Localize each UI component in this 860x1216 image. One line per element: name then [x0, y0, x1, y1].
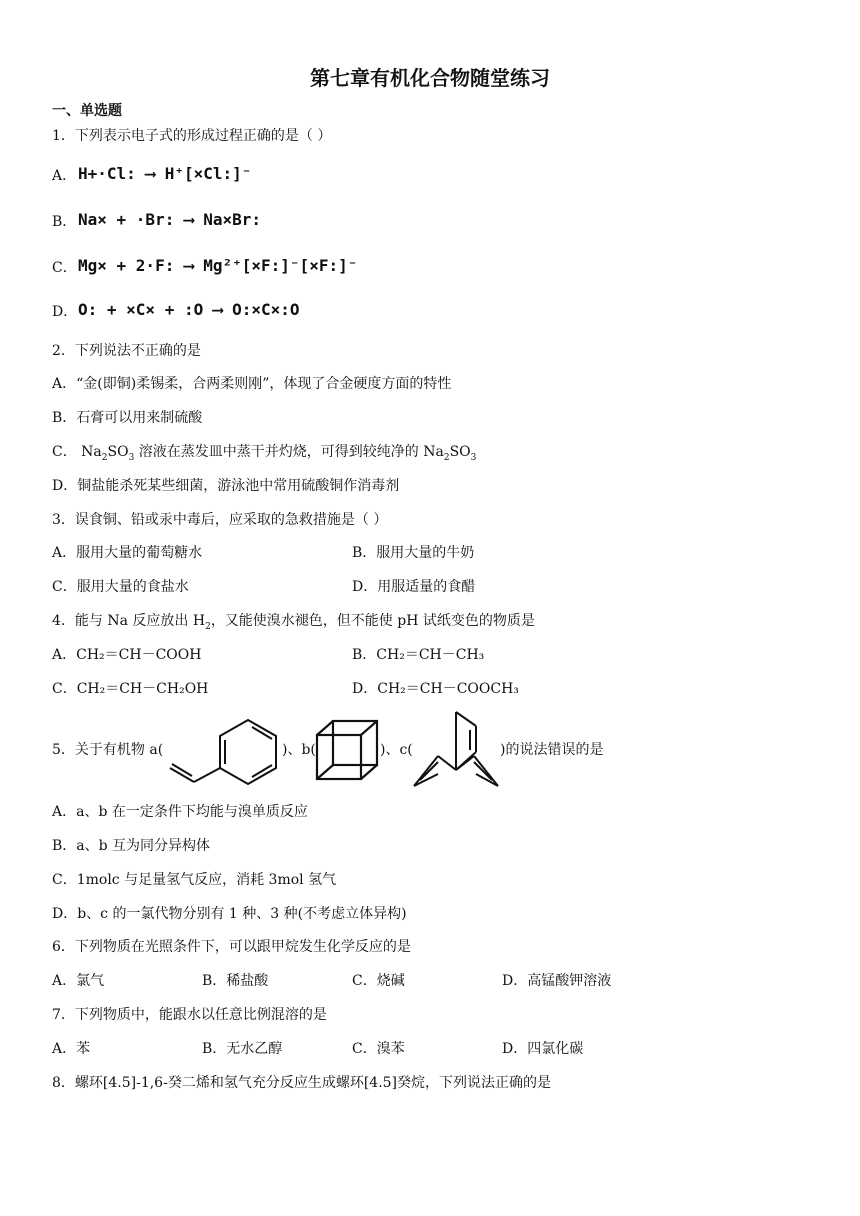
q7-option-a: A．苯: [52, 1041, 91, 1057]
q1-option-a-label: A．: [52, 168, 77, 184]
q3-option-d: D．用服适量的食醋: [352, 579, 476, 595]
q1-option-b-label: B．: [52, 214, 77, 230]
q1-option-c-label: C．: [52, 260, 77, 276]
q2-stem: 2．下列说法不正确的是: [52, 343, 201, 359]
q3-option-c: C．服用大量的食盐水: [52, 579, 189, 595]
q5-stem-part4: )的说法错误的是: [500, 742, 604, 758]
q1-option-c-equation: Mg× + 2·F: ⟶ Mg²⁺[×F:]⁻[×F:]⁻: [78, 256, 358, 275]
q5-option-d: D．b、c 的一氯代物分别有 1 种、3 种(不考虑立体异构): [52, 906, 407, 922]
q6-option-d: D．高锰酸钾溶液: [502, 973, 612, 989]
q4-option-d: D．CH₂＝CH－COOCH₃: [352, 681, 519, 697]
q1-stem: 1．下列表示电子式的形成过程正确的是（ ）: [52, 128, 332, 144]
q4-option-c: C．CH₂＝CH－CH₂OH: [52, 681, 209, 697]
q6-option-c: C．烧碱: [352, 973, 405, 989]
q7-option-b: B．无水乙醇: [202, 1041, 283, 1057]
q2-option-d: D．铜盐能杀死某些细菌，游泳池中常用硫酸铜作消毒剂: [52, 478, 400, 494]
q3-option-b: B．服用大量的牛奶: [352, 545, 475, 561]
section-heading: 一、单选题: [52, 103, 122, 119]
q5-stem-part1: 5．关于有机物 a(: [52, 742, 164, 758]
q5-option-c: C．1molc 与足量氢气反应，消耗 3mol 氢气: [52, 872, 337, 888]
q1-option-d-equation: O: + ×C× + :O ⟶ O:×C×:O: [78, 300, 300, 319]
q1-option-b-equation: Na× + ·Br: ⟶ Na×Br:: [78, 210, 262, 229]
q4-option-b: B．CH₂＝CH－CH₃: [352, 647, 485, 663]
q3-stem: 3．误食铜、铅或汞中毒后，应采取的急救措施是（ ）: [52, 512, 388, 528]
q1-option-d-label: D．: [52, 304, 78, 320]
q7-stem: 7．下列物质中，能跟水以任意比例混溶的是: [52, 1007, 327, 1023]
q2-option-c-formula-1: $Na_2SO_3$: [81, 444, 135, 463]
q7-option-d: D．四氯化碳: [502, 1041, 584, 1057]
q5-stem-part2: )、b(: [282, 742, 316, 758]
q5-option-a: A．a、b 在一定条件下均能与溴单质反应: [52, 804, 308, 820]
q4-stem: 4．能与 Na 反应放出 $H_2$，又能使溴水褪色，但不能使 pH 试纸变色的物质是: [52, 613, 535, 632]
q2-option-a: A．“金(即铜)柔锡柔，合两柔则刚”，体现了合金硬度方面的特性: [52, 376, 452, 392]
q2-option-c-label: C．: [52, 444, 77, 460]
q2-option-c: [52, 442, 476, 468]
q2-option-b: B．石膏可以用来制硫酸: [52, 410, 203, 426]
styrene-structure: [166, 716, 282, 786]
q5-option-b: B．a、b 互为同分异构体: [52, 838, 211, 854]
q6-option-a: A．氯气: [52, 973, 105, 989]
q5-stem-part3: )、c(: [380, 742, 413, 758]
page-title: 第七章有机化合物随堂练习: [310, 66, 550, 90]
q1-option-a-equation: H+·Cl: ⟶ H⁺[×Cl:]⁻: [78, 164, 252, 183]
q6-option-b: B．稀盐酸: [202, 973, 269, 989]
q6-stem: 6．下列物质在光照条件下，可以跟甲烷发生化学反应的是: [52, 939, 411, 955]
q2-option-c-formula-2: $Na_2SO_3$: [423, 444, 477, 463]
q7-option-c: C．溴苯: [352, 1041, 405, 1057]
barrelene-structure: [410, 708, 502, 790]
q8-stem: 8．螺环[4.5]-1,6-癸二烯和氢气充分反应生成螺环[4.5]癸烷，下列说法正确的是: [52, 1075, 552, 1091]
q3-option-a: A．服用大量的葡萄糖水: [52, 545, 203, 561]
q2-option-c-text: 溶液在蒸发皿中蒸干并灼烧，可得到较纯净的: [138, 444, 419, 460]
cubane-structure: [314, 718, 380, 782]
q4-option-a: A．CH₂＝CH－COOH: [52, 647, 202, 663]
